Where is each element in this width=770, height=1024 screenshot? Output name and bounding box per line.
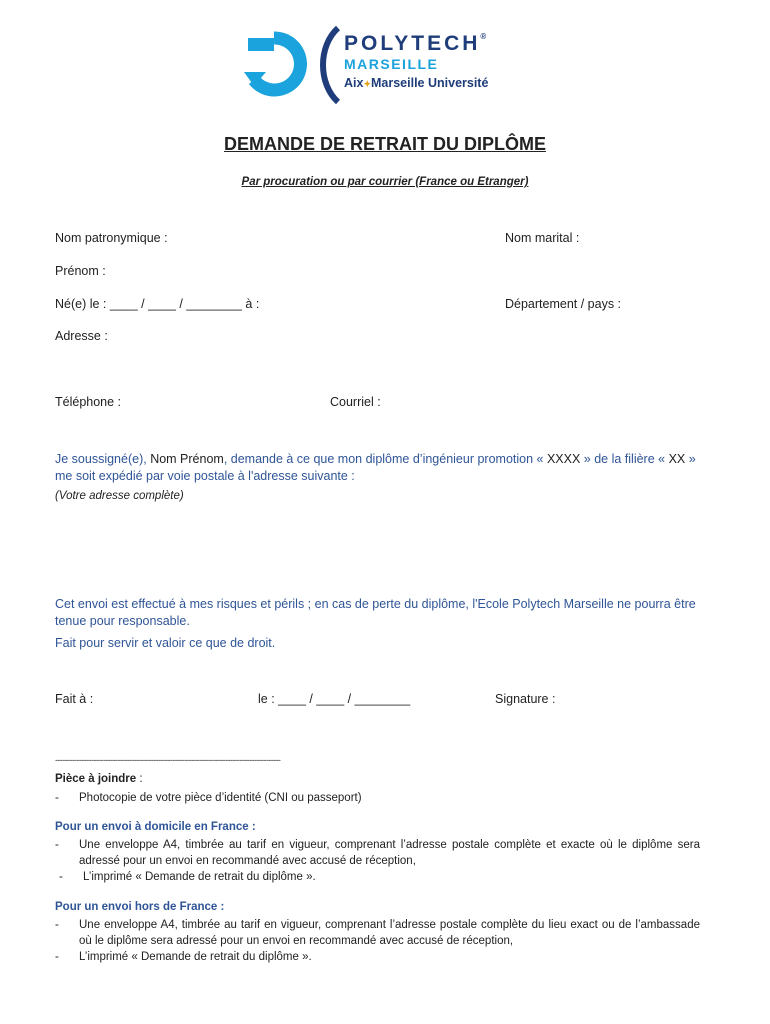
page-subtitle: Par procuration ou par courrier (France ou Etranger)	[241, 176, 529, 188]
logo-polytech-text: POLYTECH	[344, 32, 481, 55]
label-departement: Département / pays :	[505, 297, 622, 311]
list-item	[55, 869, 700, 885]
pieces-list	[55, 790, 705, 806]
pieces-heading	[55, 773, 143, 785]
france-item-1: Une enveloppe A4, timbrée au tarif en vigueur, comprenant l’adresse postale complète et exacte où le diplôme sera adressé pour un envoi en recommandé avec accusé de réception,	[79, 839, 700, 867]
pieces-heading-text: Pièce à joindre	[55, 773, 137, 785]
list-item	[55, 790, 705, 806]
polytech-logo	[244, 22, 514, 108]
declaration-promotion: XXXX	[546, 452, 581, 466]
etranger-item-1: Une enveloppe A4, timbrée au tarif en vigueur, comprenant l’adresse postale complète du lieu exact ou de l’ambassade où le diplôme sera adressé pour un envoi en recommandé avec accusé de réception,	[79, 919, 700, 947]
declaration-filiere: XX	[668, 452, 686, 466]
label-fait-a: Fait à :	[55, 692, 94, 706]
list-item	[55, 837, 700, 869]
separator-line: ----------------------------------------------------------------------------------------------	[55, 755, 281, 765]
etranger-list	[55, 917, 700, 965]
label-nom-marital: Nom marital :	[505, 231, 580, 245]
list-item	[55, 949, 700, 965]
valoir-text: Fait pour servir et valoir ce que de droit.	[55, 636, 276, 650]
france-item-2: L’imprimé « Demande de retrait du diplôme ».	[83, 871, 316, 883]
label-telephone: Téléphone :	[55, 395, 122, 409]
label-date-signature: le : ____ / ____ / ________	[258, 692, 411, 706]
list-dash: -	[55, 792, 59, 804]
list-dash: -	[55, 839, 59, 851]
polytech-logo-mark	[244, 22, 344, 108]
declaration-part-2: , demande à ce que mon diplôme d’ingénieur promotion «	[223, 452, 547, 466]
france-list	[55, 837, 700, 885]
label-prenom: Prénom :	[55, 264, 106, 278]
list-dash: -	[55, 919, 59, 931]
label-adresse: Adresse :	[55, 329, 108, 343]
list-dash: -	[55, 951, 59, 963]
page-title: DEMANDE DE RETRAIT DU DIPLÔME	[223, 134, 546, 154]
label-signature: Signature :	[495, 692, 556, 706]
france-heading: Pour un envoi à domicile en France :	[55, 821, 256, 833]
logo-amu-aix: Aix	[344, 76, 364, 90]
logo-star-icon: ✦	[363, 79, 371, 89]
declaration-part-1: Je soussigné(e),	[55, 452, 151, 466]
declaration-part-3: » de la filière «	[580, 452, 669, 466]
declaration-part-4: » me soit expédié par voie postale à l'adresse suivante :	[55, 452, 696, 483]
list-dash: -	[59, 871, 63, 883]
label-nom-patronymique: Nom patronymique :	[55, 231, 168, 245]
pieces-heading-colon: :	[136, 773, 143, 785]
logo-polytech	[344, 32, 486, 56]
label-date-naissance: Né(e) le : ____ / ____ / ________ à :	[55, 297, 260, 311]
pieces-item-1: Photocopie de votre pièce d’identité (CNI ou passeport)	[79, 792, 362, 804]
label-courriel: Courriel :	[330, 395, 381, 409]
etranger-heading: Pour un envoi hors de France :	[55, 901, 225, 913]
address-hint: (Votre adresse complète)	[55, 490, 184, 502]
etranger-item-2: L’imprimé « Demande de retrait du diplôme ».	[79, 951, 312, 963]
logo-registered-mark: ®	[480, 32, 487, 41]
list-item	[55, 917, 700, 949]
declaration-name: Nom Prénom	[150, 452, 224, 466]
declaration-paragraph	[55, 451, 700, 485]
logo-amu	[344, 76, 488, 90]
logo-marseille: MARSEILLE	[344, 56, 439, 72]
risk-paragraph: Cet envoi est effectué à mes risques et périls ; en cas de perte du diplôme, l'Ecole Polytech Marseille ne pourra être tenue pour responsable.	[55, 597, 696, 628]
logo-amu-rest: Marseille Université	[371, 76, 489, 90]
